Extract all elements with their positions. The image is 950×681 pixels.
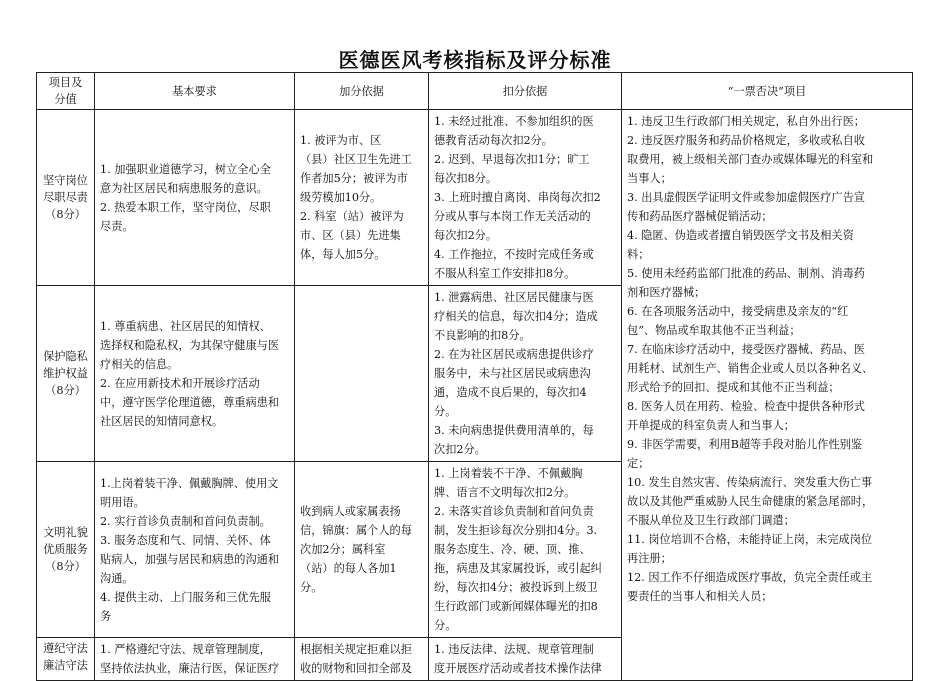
row-basic: 1. 严格遵纪守法、规章管理制度， 坚持依法执业，廉洁行医，保证医疗 <box>95 638 295 681</box>
row-deduct: 1. 上岗着装不干净、不佩戴胸 牌、语言不文明每次扣2分。 2. 未落实首诊负责制和首问负责 制，发生拒诊每次分别扣4分。3. 服务态度生、冷、硬、顶、推、 拖，病患及其家属投诉，或引起纠 纷，每次扣4分；被投诉到上级卫 生行政部门或新闻媒体曝光的扣8 分。 <box>429 462 622 638</box>
row-deduct: 1. 未经过批准、不参加组织的医 德教育活动每次扣2分。 2. 迟到、早退每次扣1分；旷工 每次扣8分。 3. 上班时擅自离岗、串岗每次扣2 分或从事与本岗工作无关活动的 每次扣2分。 4. 工作拖拉，不按时完成任务或 不服从科室工作安排扣8分。 <box>429 110 622 286</box>
row-basic: 1. 尊重病患、社区居民的知情权、 选择权和隐私权，为其保守健康与医 疗相关的信息。 2. 在应用新技术和开展诊疗活动 中，遵守医学伦理道德，尊重病患和 社区居民的知情同意权。 <box>95 286 295 462</box>
header-veto: “一票否决”项目 <box>622 73 913 110</box>
row-bonus: 1. 被评为市、区 （县）社区卫生先进工 作者加5分；被评为市 级劳模加10分。 2. 科室（站）被评为 市、区（县）先进集 体，每人加5分。 <box>295 110 429 286</box>
row-bonus: 收到病人或家属表扬 信，锦旗：属个人的每 次加2分；属科室 （站）的每人各加1 分。 <box>295 462 429 638</box>
row-bonus: 根据相关规定拒难以拒 收的财物和回扣全部及 <box>295 638 429 681</box>
page-title: 医德医风考核指标及评分标准 <box>338 48 612 72</box>
row-name: 文明礼貌 优质服务 （8分） <box>37 462 95 638</box>
header-basic: 基本要求 <box>95 73 295 110</box>
veto-cell: 1. 违反卫生行政部门相关规定，私自外出行医； 2. 违反医疗服务和药品价格规定，多收或私自收 取费用，被上级相关部门查办或媒体曝光的科室和 当事人； 3. 出具虚假医学证明文件或参加虚假医疗广告宣 传和药品医疗器械促销活动； 4. 隐匿、伪造或者擅自销毁医学文书及相关资 料； 5. 使用未经药监部门批准的药品、制剂、消毒药 剂和医疗器械； 6. 在各项服务活动中，接受病患及亲友的“红 包”、物品或牟取其他不正当利益； 7. 在临床诊疗活动中，接受医疗器械、药品、医 用耗材、试剂生产、销售企业或人员以各种名义、 形式给予的回扣、提成和其他不正当利益； 8. 医务人员在用药、检验、检查中提供各种形式 开单提成的科室负责人和当事人； 9. 非医学需要，利用B超等手段对胎儿作性别鉴 定； 10. 发生自然灾害、传染病流行、突发重大伤亡事 故以及其他严重威胁人民生命健康的紧急尾部时， 不服从单位及卫生行政部门调遣； 11. 岗位培训不合格，未能持证上岗，未完成岗位 再注册； 12. 因工作不仔细造成医疗事故，负完全责任或主 要责任的当事人和相关人员； <box>622 110 913 681</box>
header-deduct: 扣分依据 <box>429 73 622 110</box>
row-name: 坚守岗位 尽职尽责 （8分） <box>37 110 95 286</box>
header-row <box>37 73 913 110</box>
table-row <box>37 110 913 286</box>
row-deduct: 1. 违反法律、法规、规章管理制 度开展医疗活动或者技术操作法律 <box>429 638 622 681</box>
header-bonus: 加分依据 <box>295 73 429 110</box>
criteria-table <box>36 72 913 681</box>
row-name: 保护隐私 维护权益 （8分） <box>37 286 95 462</box>
row-basic: 1.上岗着装干净、佩戴胸牌、使用文 明用语。 2. 实行首诊负责制和首问负责制。 3. 服务态度和气、同情、关怀、体 贴病人，加强与居民和病患的沟通和 沟通。 4. 提供主动、上门服务和三优先服 务 <box>95 462 295 638</box>
header-item: 项目及 分值 <box>37 73 95 110</box>
row-deduct: 1. 泄露病患、社区居民健康与医 疗相关的信息，每次扣4分；造成 不良影响的扣8分。 2. 在为社区居民或病患提供诊疗 服务中，未与社区居民或病患沟 通，造成不良后果的，每次扣4 分。 3. 未向病患提供费用清单的，每 次扣2分。 <box>429 286 622 462</box>
row-basic: 1. 加强职业道德学习，树立全心全 意为社区居民和病患服务的意识。 2. 热爱本职工作，坚守岗位，尽职 尽责。 <box>95 110 295 286</box>
row-bonus <box>295 286 429 462</box>
row-name: 遵纪守法 廉洁守法 <box>37 638 95 681</box>
